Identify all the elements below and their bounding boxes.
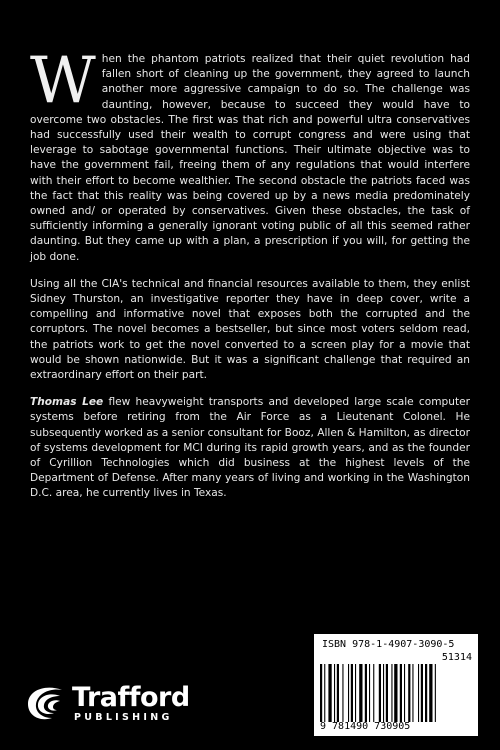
barcode-bar — [328, 664, 331, 722]
barcode-bar — [324, 664, 325, 722]
barcode-bar — [355, 664, 356, 722]
isbn-text: ISBN 978-1-4907-3090-5 — [322, 639, 455, 650]
trafford-swoosh-icon — [24, 682, 70, 726]
publisher-logo — [24, 682, 224, 726]
barcode-bar — [348, 664, 349, 722]
barcode-bar — [418, 664, 419, 722]
barcode-digits: 9 781490 730905 — [320, 721, 411, 732]
barcode-bar — [429, 664, 432, 722]
blurb-paragraph-1 — [30, 44, 470, 265]
barcode-bar — [400, 664, 402, 722]
barcode-bar — [408, 664, 410, 722]
barcode-bar — [337, 664, 339, 722]
barcode-bar — [379, 664, 381, 722]
barcode-bar — [404, 664, 405, 722]
publisher-subtitle: PUBLISHING — [74, 712, 173, 723]
publisher-name: Trafford — [72, 682, 190, 713]
barcode-bar — [320, 664, 322, 722]
blurb-paragraph-1-text: hen the phantom patriots realized that their quiet revolution had fallen short of cleaning up the government, they agreed to launch another more aggressive campaign to do so. The challenge was daunting, however, because to succeed they would have to overcome two obstacles. The first was that rich and powerful ultra conservatives had successfully used their wealth to corrupt congress and were using that leverage to sabotage governmental functions. Their ultimate objective was to have the government fail, freeing them of any regulations that would interfere with their effort to become wealthier. The second obstacle the patriots faced was the fact that this reality was being covered up by a news media predominately owned and/ or operated by conservatives. Given these obstacles, the task of sufficiently informing a generally ignorant voting public of all this seemed rather daunting. But they came up with a plan, a prescription if you will, for getting the job done. — [30, 53, 470, 263]
barcode-bar — [421, 664, 423, 722]
barcode-bar — [386, 664, 388, 722]
blurb-paragraph-2: Using all the CIA's technical and financial resources available to them, they enlist Sidney Thurston, an investigative reporter they have in deep cover, write a compelling and informative novel that exposes both the corrupted and the corruptors. The novel becomes a bestseller, but since most voters seldom read, the patriots work to get the novel converted to a screen play for a movie that would be shown nationwide. But it was a significant challenge that required an extraordinary effort on their part. — [30, 277, 470, 382]
barcode-bar — [383, 664, 384, 722]
barcode-bar — [369, 664, 370, 722]
barcode-bar — [391, 664, 392, 722]
isbn-barcode — [314, 634, 478, 736]
barcode-bar — [425, 664, 427, 722]
back-cover-text — [30, 44, 470, 514]
barcode-bar — [359, 664, 362, 722]
barcode-bar — [365, 664, 367, 722]
barcode-bar — [334, 664, 335, 722]
author-bio — [30, 395, 470, 501]
barcode-bar — [394, 664, 397, 722]
barcode-bar — [373, 664, 374, 722]
drop-cap-letter: W — [30, 44, 96, 118]
barcode-bar — [351, 664, 353, 722]
barcode-bar — [435, 664, 436, 722]
barcode-bar — [412, 664, 413, 722]
barcode-bar — [342, 664, 343, 722]
price-code: 51314 — [441, 652, 472, 663]
barcode-bars — [320, 664, 472, 722]
author-bio-text: flew heavyweight transports and developed large scale computer systems before retiring from the Air Force as a Lieutenant Colonel. He subsequently worked as a senior consultant for Booz, Allen & Hamilton, as director of systems development for MCI during its rapid growth years, and as the founder of Cyrillion Technologies which did business at the highest levels of the Department of Defense. After many years of living and working in the Washington D.C. area, he currently lives in Texas. — [30, 396, 470, 500]
author-name: Thomas Lee — [30, 396, 104, 409]
